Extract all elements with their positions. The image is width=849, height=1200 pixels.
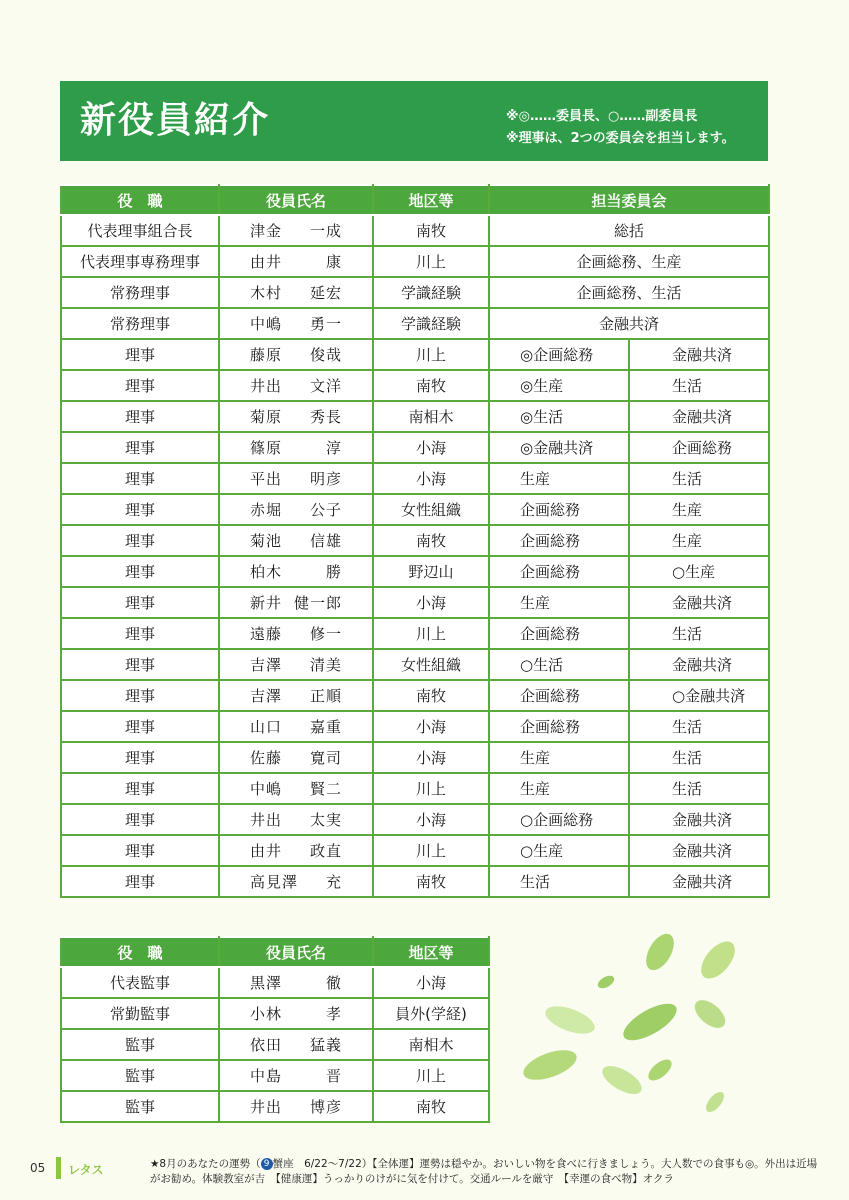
district-cell: 南相木 bbox=[373, 401, 489, 432]
given-name: 勝 bbox=[325, 563, 342, 581]
district-cell: 野辺山 bbox=[373, 556, 489, 587]
committee-2-cell: 生産 bbox=[629, 494, 769, 525]
member-name bbox=[220, 499, 372, 520]
given-name: 寛司 bbox=[309, 749, 342, 767]
committee-2-cell: 生活 bbox=[629, 711, 769, 742]
table-row bbox=[61, 1029, 489, 1060]
district-cell: 小海 bbox=[373, 967, 489, 998]
column-header-role: 役 職 bbox=[61, 185, 219, 215]
member-name-cell bbox=[219, 463, 373, 494]
given-name: 晋 bbox=[325, 1067, 342, 1085]
table-row bbox=[61, 866, 769, 897]
horoscope-sign: 蟹座 6/22〜7/22） bbox=[272, 1158, 373, 1170]
table-row bbox=[61, 556, 769, 587]
horoscope-line-2: がお勧め。体験教室が吉 【健康運】うっかりのけがに気を付けて。交通ルールを厳守 【幸運の食べ物】オクラ bbox=[150, 1173, 674, 1185]
given-name: 淳 bbox=[325, 439, 342, 457]
member-name-cell bbox=[219, 1091, 373, 1122]
page-title: 新役員紹介 bbox=[80, 100, 271, 141]
committee-2-cell: 生活 bbox=[629, 742, 769, 773]
role-cell: 理事 bbox=[61, 742, 219, 773]
table-row bbox=[61, 463, 769, 494]
district-cell: 小海 bbox=[373, 742, 489, 773]
committee-2-cell: 生産 bbox=[629, 525, 769, 556]
role-cell: 代表理事専務理事 bbox=[61, 246, 219, 277]
table-row bbox=[61, 998, 489, 1029]
family-name: 佐藤 bbox=[250, 749, 283, 767]
role-cell: 理事 bbox=[61, 432, 219, 463]
district-cell: 川上 bbox=[373, 835, 489, 866]
leaf-icon bbox=[510, 930, 760, 1120]
committee-1-cell: 企画総務 bbox=[489, 494, 629, 525]
role-cell: 理事 bbox=[61, 835, 219, 866]
horoscope-line-1: 【全体運】運勢は穏やか。おいしい物を食べに行きましょう。大人数での食事も◎。外出は近場 bbox=[372, 1158, 818, 1170]
role-cell: 監事 bbox=[61, 1060, 219, 1091]
given-name: 充 bbox=[325, 873, 342, 891]
member-name bbox=[220, 437, 372, 458]
table-row bbox=[61, 711, 769, 742]
district-cell: 南牧 bbox=[373, 680, 489, 711]
table-row bbox=[61, 277, 769, 308]
family-name: 井出 bbox=[250, 377, 283, 395]
committee-2-cell: 金融共済 bbox=[629, 587, 769, 618]
table-row bbox=[61, 1060, 489, 1091]
magazine-name: レタス bbox=[68, 1163, 104, 1177]
role-cell: 理事 bbox=[61, 494, 219, 525]
family-name: 井出 bbox=[250, 1098, 283, 1116]
family-name: 柏木 bbox=[250, 563, 283, 581]
district-cell: 南牧 bbox=[373, 1091, 489, 1122]
family-name: 新井 bbox=[250, 594, 283, 612]
committee-1-cell: 企画総務 bbox=[489, 618, 629, 649]
member-name bbox=[220, 1065, 372, 1086]
member-name-cell bbox=[219, 339, 373, 370]
given-name: 博彦 bbox=[309, 1098, 342, 1116]
family-name: 井出 bbox=[250, 811, 283, 829]
family-name: 遠藤 bbox=[250, 625, 283, 643]
district-cell: 小海 bbox=[373, 587, 489, 618]
table-row bbox=[61, 525, 769, 556]
family-name: 平出 bbox=[250, 470, 283, 488]
given-name: 嘉重 bbox=[309, 718, 342, 736]
family-name: 高見澤 bbox=[250, 873, 299, 891]
family-name: 篠原 bbox=[250, 439, 283, 457]
district-cell: 学識経験 bbox=[373, 277, 489, 308]
committee-1-cell: ◎企画総務 bbox=[489, 339, 629, 370]
given-name: 勇一 bbox=[309, 315, 342, 333]
column-header-name: 役員氏名 bbox=[219, 185, 373, 215]
footer-accent-bar bbox=[56, 1157, 61, 1179]
table-row bbox=[61, 835, 769, 866]
member-name bbox=[220, 716, 372, 737]
member-name-cell bbox=[219, 773, 373, 804]
member-name-cell bbox=[219, 587, 373, 618]
given-name: 秀長 bbox=[309, 408, 342, 426]
district-cell: 川上 bbox=[373, 1060, 489, 1091]
given-name: 健一郎 bbox=[293, 594, 342, 612]
column-header-role: 役 職 bbox=[61, 937, 219, 967]
page-number: 05 bbox=[30, 1161, 46, 1175]
member-name bbox=[220, 251, 372, 272]
member-name-cell bbox=[219, 370, 373, 401]
district-cell: 小海 bbox=[373, 804, 489, 835]
committee-2-cell: 金融共済 bbox=[629, 649, 769, 680]
member-name bbox=[220, 468, 372, 489]
given-name: 明彦 bbox=[309, 470, 342, 488]
member-name-cell bbox=[219, 1060, 373, 1091]
role-cell: 監事 bbox=[61, 1029, 219, 1060]
given-name: 賢二 bbox=[309, 780, 342, 798]
role-cell: 理事 bbox=[61, 556, 219, 587]
district-cell: 南相木 bbox=[373, 1029, 489, 1060]
district-cell: 川上 bbox=[373, 773, 489, 804]
district-cell: 川上 bbox=[373, 618, 489, 649]
member-name-cell bbox=[219, 246, 373, 277]
given-name: 俊哉 bbox=[309, 346, 342, 364]
family-name: 菊原 bbox=[250, 408, 283, 426]
family-name: 菊池 bbox=[250, 532, 283, 550]
district-cell: 南牧 bbox=[373, 215, 489, 246]
horoscope-head: ★8月のあなたの運勢（ bbox=[150, 1158, 261, 1170]
role-cell: 代表理事組合長 bbox=[61, 215, 219, 246]
member-name-cell bbox=[219, 494, 373, 525]
legend-note-committees: ※理事は、2つの委員会を担当します。 bbox=[506, 131, 735, 146]
member-name bbox=[220, 747, 372, 768]
given-name: 信雄 bbox=[309, 532, 342, 550]
committee-1-cell: 企画総務 bbox=[489, 525, 629, 556]
member-name bbox=[220, 282, 372, 303]
member-name-cell bbox=[219, 967, 373, 998]
table-row bbox=[61, 618, 769, 649]
district-cell: 小海 bbox=[373, 432, 489, 463]
member-name-cell bbox=[219, 804, 373, 835]
committee-1-cell: 生産 bbox=[489, 587, 629, 618]
table-row bbox=[61, 967, 489, 998]
auditors-table bbox=[60, 936, 490, 1123]
family-name: 由井 bbox=[250, 842, 283, 860]
district-cell: 女性組織 bbox=[373, 494, 489, 525]
given-name: 文洋 bbox=[309, 377, 342, 395]
family-name: 藤原 bbox=[250, 346, 283, 364]
member-name-cell bbox=[219, 556, 373, 587]
table-row bbox=[61, 432, 769, 463]
committee-2-cell: 生活 bbox=[629, 463, 769, 494]
committee-1-cell: ◎生活 bbox=[489, 401, 629, 432]
district-cell: 南牧 bbox=[373, 370, 489, 401]
role-cell: 理事 bbox=[61, 401, 219, 432]
district-cell: 南牧 bbox=[373, 866, 489, 897]
table-row bbox=[61, 370, 769, 401]
table-row bbox=[61, 308, 769, 339]
committee-1-cell: ◎金融共済 bbox=[489, 432, 629, 463]
legend-note-chair: ※◎……委員長、○……副委員長 bbox=[506, 109, 698, 124]
member-name bbox=[220, 654, 372, 675]
role-cell: 代表監事 bbox=[61, 967, 219, 998]
committee-1-cell: 生活 bbox=[489, 866, 629, 897]
member-name bbox=[220, 1034, 372, 1055]
table-row bbox=[61, 804, 769, 835]
committee-1-cell: ○生活 bbox=[489, 649, 629, 680]
role-cell: 理事 bbox=[61, 463, 219, 494]
role-cell: 理事 bbox=[61, 773, 219, 804]
given-name: 修一 bbox=[309, 625, 342, 643]
committee-2-cell: 金融共済 bbox=[629, 401, 769, 432]
district-cell: 川上 bbox=[373, 339, 489, 370]
table-row bbox=[61, 649, 769, 680]
table-row bbox=[61, 215, 769, 246]
district-cell: 学識経験 bbox=[373, 308, 489, 339]
given-name: 徹 bbox=[325, 974, 342, 992]
committee-2-cell: 生活 bbox=[629, 370, 769, 401]
family-name: 黒澤 bbox=[250, 974, 283, 992]
role-cell: 理事 bbox=[61, 618, 219, 649]
committee-cell: 企画総務、生産 bbox=[489, 246, 769, 277]
table-row bbox=[61, 401, 769, 432]
committee-cell: 総括 bbox=[489, 215, 769, 246]
given-name: 政直 bbox=[309, 842, 342, 860]
column-header-district: 地区等 bbox=[373, 185, 489, 215]
family-name: 由井 bbox=[250, 253, 283, 271]
district-cell: 川上 bbox=[373, 246, 489, 277]
role-cell: 常勤監事 bbox=[61, 998, 219, 1029]
family-name: 吉澤 bbox=[250, 656, 283, 674]
committee-1-cell: ○企画総務 bbox=[489, 804, 629, 835]
member-name-cell bbox=[219, 401, 373, 432]
member-name bbox=[220, 592, 372, 613]
member-name-cell bbox=[219, 432, 373, 463]
committee-cell: 金融共済 bbox=[489, 308, 769, 339]
committee-1-cell: ○生産 bbox=[489, 835, 629, 866]
district-cell: 小海 bbox=[373, 711, 489, 742]
member-name bbox=[220, 871, 372, 892]
table-header-row bbox=[61, 937, 489, 967]
given-name: 太実 bbox=[309, 811, 342, 829]
board-members-table bbox=[60, 184, 770, 898]
horoscope-text bbox=[150, 1157, 820, 1187]
committee-2-cell: ○生産 bbox=[629, 556, 769, 587]
committee-1-cell: 企画総務 bbox=[489, 711, 629, 742]
column-header-committee: 担当委員会 bbox=[489, 185, 769, 215]
committee-2-cell: 金融共済 bbox=[629, 804, 769, 835]
table-row bbox=[61, 742, 769, 773]
family-name: 小林 bbox=[250, 1005, 283, 1023]
member-name bbox=[220, 685, 372, 706]
member-name bbox=[220, 809, 372, 830]
given-name: 延宏 bbox=[309, 284, 342, 302]
title-banner bbox=[60, 81, 768, 161]
family-name: 津金 bbox=[250, 222, 283, 240]
committee-cell: 企画総務、生活 bbox=[489, 277, 769, 308]
role-cell: 理事 bbox=[61, 370, 219, 401]
committee-1-cell: ◎生産 bbox=[489, 370, 629, 401]
family-name: 吉澤 bbox=[250, 687, 283, 705]
member-name bbox=[220, 840, 372, 861]
family-name: 赤堀 bbox=[250, 501, 283, 519]
member-name-cell bbox=[219, 711, 373, 742]
column-header-name: 役員氏名 bbox=[219, 937, 373, 967]
member-name-cell bbox=[219, 277, 373, 308]
member-name bbox=[220, 313, 372, 334]
committee-1-cell: 生産 bbox=[489, 742, 629, 773]
role-cell: 常務理事 bbox=[61, 277, 219, 308]
role-cell: 常務理事 bbox=[61, 308, 219, 339]
role-cell: 理事 bbox=[61, 680, 219, 711]
member-name bbox=[220, 406, 372, 427]
role-cell: 監事 bbox=[61, 1091, 219, 1122]
role-cell: 理事 bbox=[61, 649, 219, 680]
role-cell: 理事 bbox=[61, 339, 219, 370]
given-name: 公子 bbox=[309, 501, 342, 519]
member-name-cell bbox=[219, 649, 373, 680]
table-row bbox=[61, 680, 769, 711]
member-name-cell bbox=[219, 998, 373, 1029]
given-name: 清美 bbox=[309, 656, 342, 674]
role-cell: 理事 bbox=[61, 525, 219, 556]
zodiac-mark: 9 bbox=[261, 1158, 273, 1170]
role-cell: 理事 bbox=[61, 804, 219, 835]
district-cell: 員外(学経) bbox=[373, 998, 489, 1029]
committee-2-cell: 金融共済 bbox=[629, 835, 769, 866]
table-row bbox=[61, 246, 769, 277]
district-cell: 女性組織 bbox=[373, 649, 489, 680]
member-name bbox=[220, 1096, 372, 1117]
member-name bbox=[220, 344, 372, 365]
member-name-cell bbox=[219, 215, 373, 246]
family-name: 木村 bbox=[250, 284, 283, 302]
member-name bbox=[220, 778, 372, 799]
member-name bbox=[220, 375, 372, 396]
district-cell: 南牧 bbox=[373, 525, 489, 556]
committee-2-cell: 金融共済 bbox=[629, 339, 769, 370]
family-name: 山口 bbox=[250, 718, 283, 736]
family-name: 中嶋 bbox=[250, 315, 283, 333]
table-header-row bbox=[61, 185, 769, 215]
table-row bbox=[61, 1091, 489, 1122]
table-row bbox=[61, 339, 769, 370]
committee-2-cell: ○金融共済 bbox=[629, 680, 769, 711]
table-row bbox=[61, 587, 769, 618]
family-name: 依田 bbox=[250, 1036, 283, 1054]
member-name-cell bbox=[219, 618, 373, 649]
legend-notes bbox=[506, 106, 735, 150]
committee-1-cell: 生産 bbox=[489, 773, 629, 804]
family-name: 中嶋 bbox=[250, 780, 283, 798]
committee-2-cell: 金融共済 bbox=[629, 866, 769, 897]
table-row bbox=[61, 773, 769, 804]
member-name-cell bbox=[219, 680, 373, 711]
role-cell: 理事 bbox=[61, 587, 219, 618]
member-name bbox=[220, 220, 372, 241]
member-name-cell bbox=[219, 866, 373, 897]
given-name: 正順 bbox=[309, 687, 342, 705]
member-name bbox=[220, 1003, 372, 1024]
member-name bbox=[220, 561, 372, 582]
committee-1-cell: 企画総務 bbox=[489, 680, 629, 711]
table-row bbox=[61, 494, 769, 525]
member-name-cell bbox=[219, 1029, 373, 1060]
committee-1-cell: 生産 bbox=[489, 463, 629, 494]
given-name: 康 bbox=[325, 253, 342, 271]
member-name bbox=[220, 623, 372, 644]
committee-2-cell: 生活 bbox=[629, 773, 769, 804]
family-name: 中島 bbox=[250, 1067, 283, 1085]
member-name-cell bbox=[219, 308, 373, 339]
given-name: 一成 bbox=[309, 222, 342, 240]
role-cell: 理事 bbox=[61, 866, 219, 897]
district-cell: 小海 bbox=[373, 463, 489, 494]
member-name-cell bbox=[219, 835, 373, 866]
given-name: 孝 bbox=[325, 1005, 342, 1023]
member-name-cell bbox=[219, 525, 373, 556]
role-cell: 理事 bbox=[61, 711, 219, 742]
committee-2-cell: 生活 bbox=[629, 618, 769, 649]
column-header-district: 地区等 bbox=[373, 937, 489, 967]
member-name-cell bbox=[219, 742, 373, 773]
given-name: 猛義 bbox=[309, 1036, 342, 1054]
committee-1-cell: 企画総務 bbox=[489, 556, 629, 587]
committee-2-cell: 企画総務 bbox=[629, 432, 769, 463]
member-name bbox=[220, 530, 372, 551]
member-name bbox=[220, 972, 372, 993]
